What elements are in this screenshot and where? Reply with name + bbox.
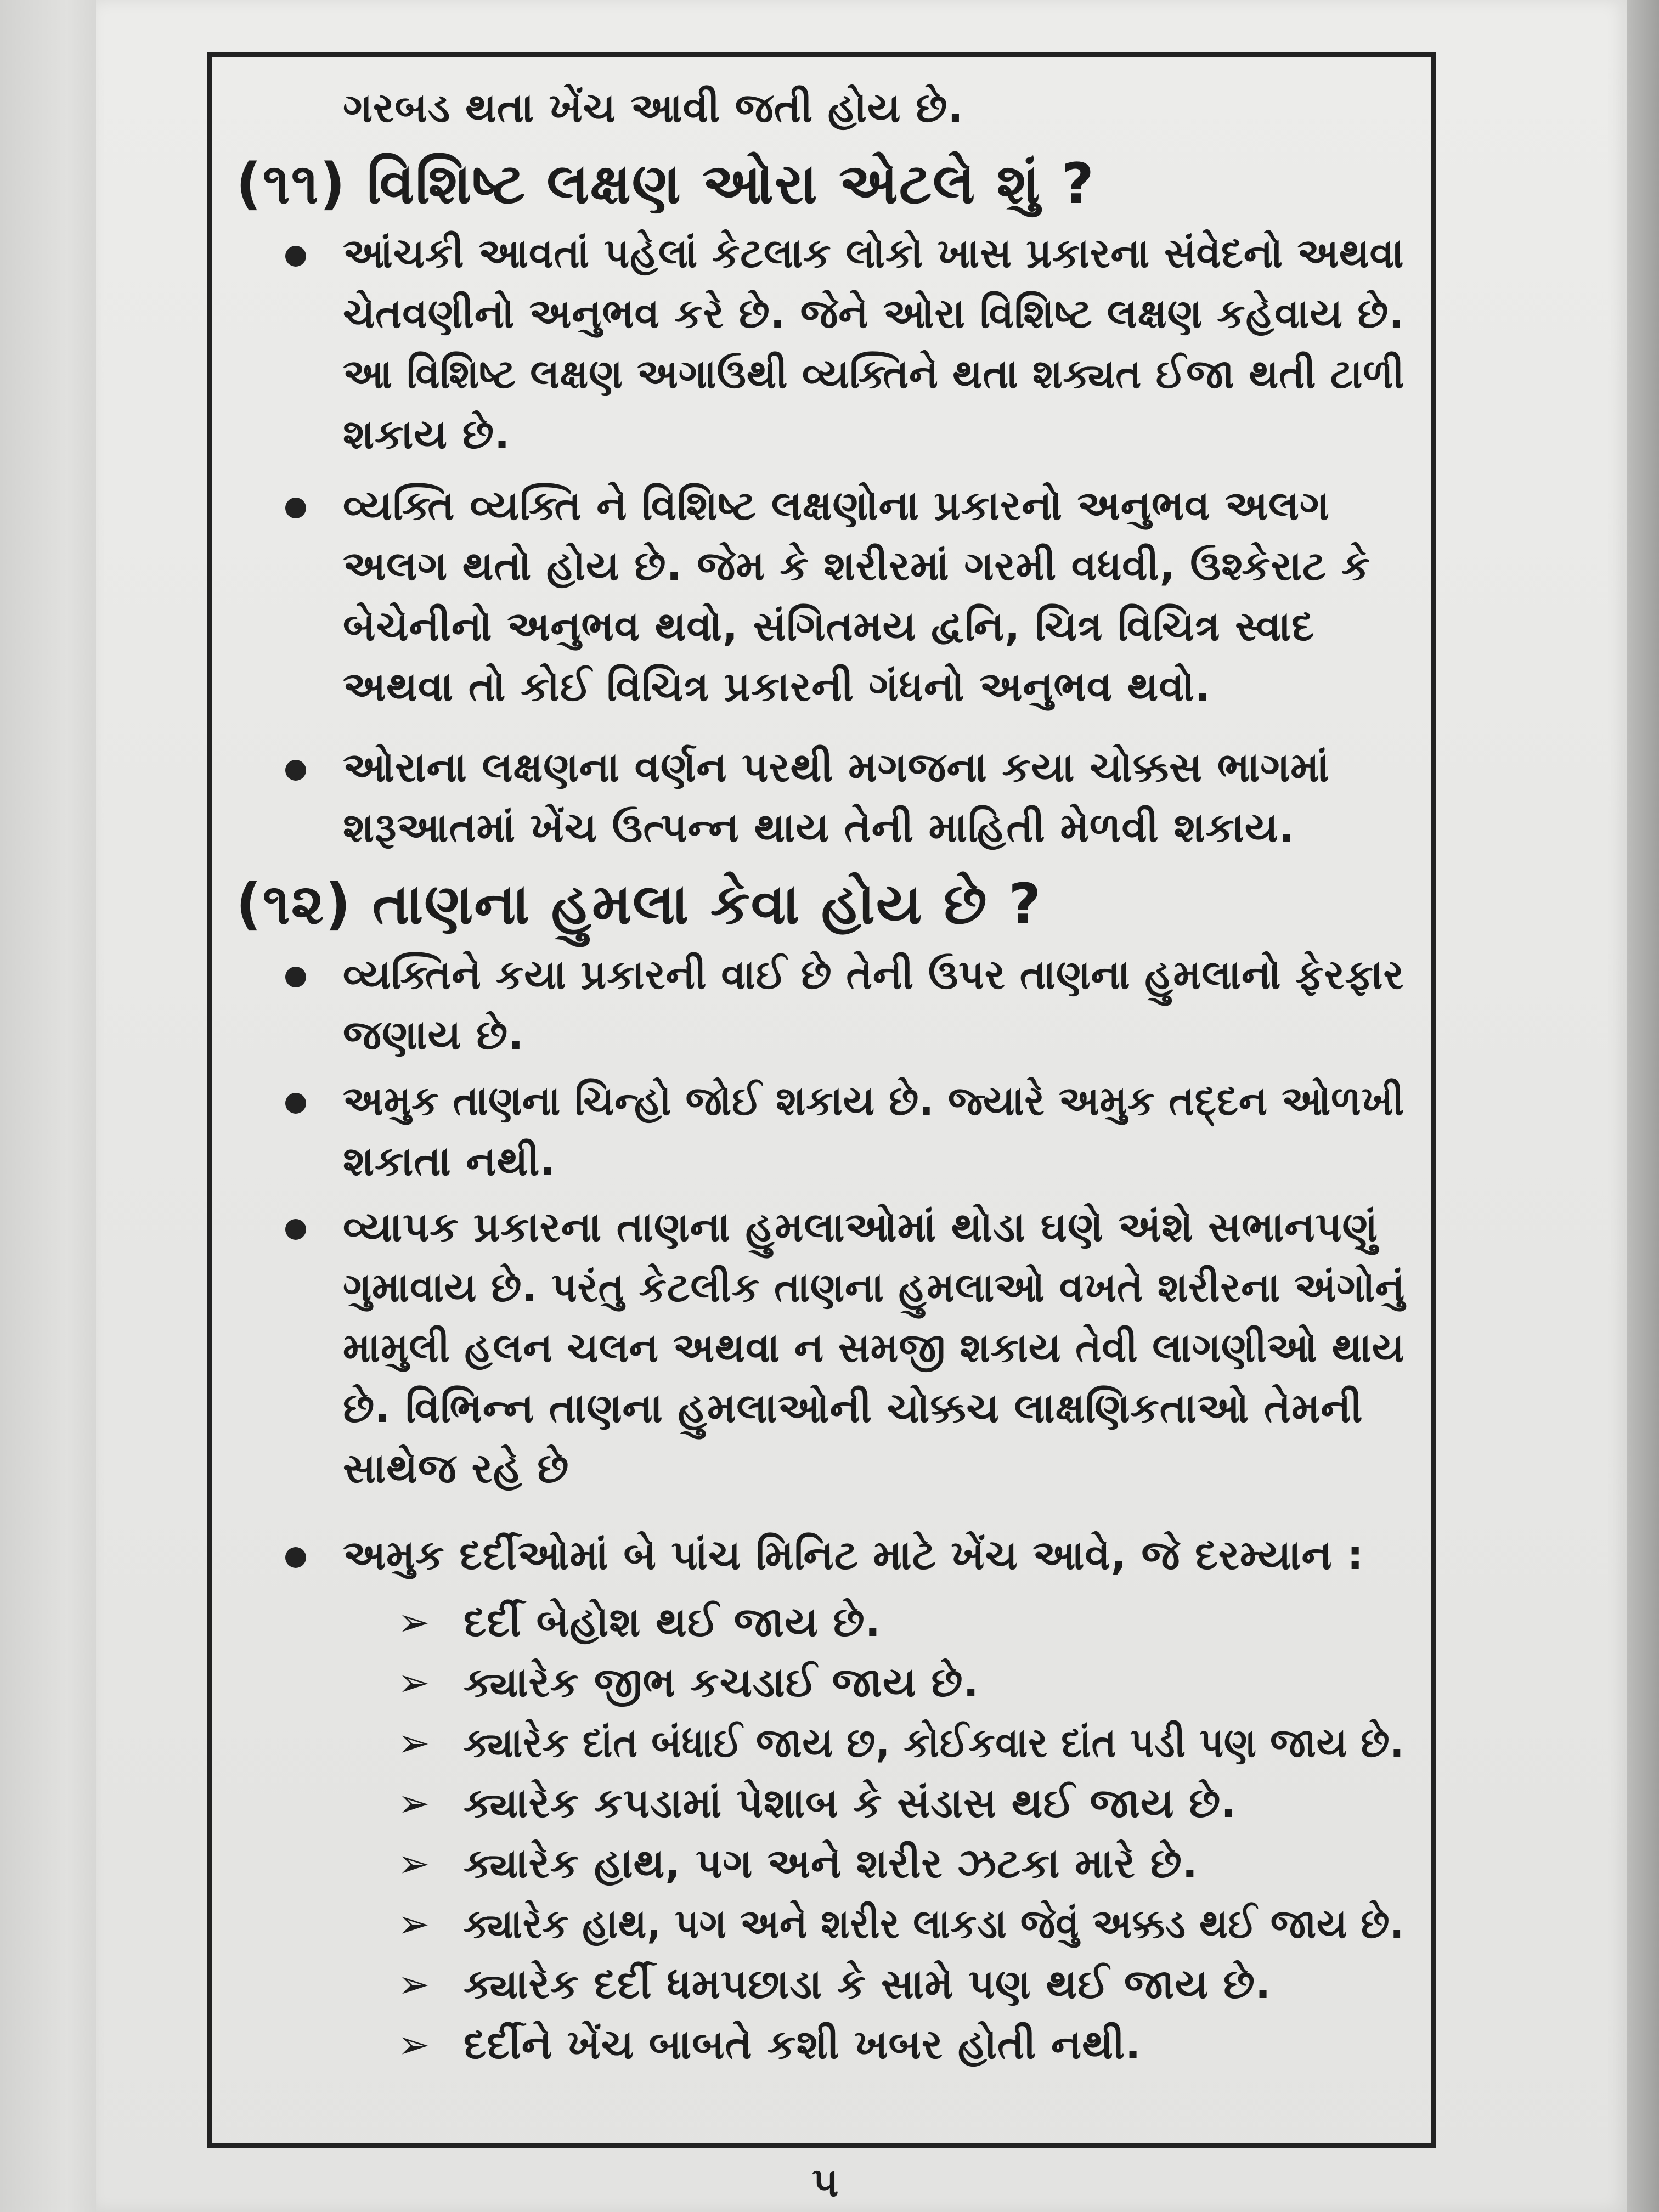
intro-line: ગરબડ થતા ખેંચ આવી જતી હોય છે. xyxy=(343,84,964,132)
arrow-bullet-icon: ➢ xyxy=(398,1841,430,1886)
bullet-marker xyxy=(285,498,306,518)
bullet-marker xyxy=(285,760,306,781)
s11-b2-line1: વ્યક્તિ વ્યક્તિ ને વિશિષ્ટ લક્ષણોના પ્રકારનો અનુભવ અલગ xyxy=(343,482,1330,529)
s12-b1-line2: જણાય છે. xyxy=(343,1012,524,1059)
sub-item-1: દર્દી બેહોશ થઈ જાય છે. xyxy=(464,1599,881,1646)
s11-b2-line3: બેચેનીનો અનુભવ થવો, સંગિતમય દ્વનિ, ચિત્ર વિચિત્ર સ્વાદ xyxy=(343,603,1315,650)
section-12-heading: (૧૨) તાણના હુમલા કેવા હોય છે ? xyxy=(236,872,1042,937)
bullet-marker xyxy=(285,967,306,988)
s11-b1-line2: ચેતવણીનો અનુભવ કરે છે. જેને ઓરા વિશિષ્ટ લક્ષણ કહેવાય છે. xyxy=(343,290,1405,337)
page-edge-shadow xyxy=(1627,0,1659,2212)
sub-item-7: ક્યારેક દર્દી ધમપછાડા કે સામે પણ થઈ જાય છે. xyxy=(464,1961,1272,2008)
section-11-heading: (૧૧) વિશિષ્ટ લક્ષણ ઓરા એટલે શું ? xyxy=(236,151,1096,217)
sub-item-5: ક્યારેક હાથ, પગ અને શરીર ઝટકા મારે છે. xyxy=(464,1840,1198,1887)
s12-b2-line2: શકાતા નથી. xyxy=(343,1138,556,1185)
s12-b3-line2: ગુમાવાય છે. પરંતુ કેટલીક તાણના હુમલાઓ વખતે શરીરના અંગોનું xyxy=(343,1264,1406,1311)
sub-item-8: દર્દીને ખેંચ બાબતે કશી ખબર હોતી નથી. xyxy=(464,2021,1142,2068)
s12-b2-line1: અમુક તાણના ચિન્હો જોઈ શકાય છે. જ્યારે અમુક તદ્દન ઓળખી xyxy=(343,1077,1405,1125)
arrow-bullet-icon: ➢ xyxy=(398,1600,430,1645)
page-number: ૫ xyxy=(812,2159,839,2206)
s11-b3-line2: શરૂઆતમાં ખેંચ ઉત્પન્ન થાય તેની માહિતી મેળવી શકાય. xyxy=(343,804,1295,851)
s12-b3-line4: છે. વિભિન્ન તાણના હુમલાઓની ચોક્કચ લાક્ષણિકતાઓ તેમની xyxy=(343,1385,1363,1432)
bullet-marker xyxy=(285,1547,306,1568)
left-page-strip xyxy=(0,0,96,2212)
s12-b4-line1: અમુક દર્દીઓમાં બે પાંચ મિનિટ માટે ખેંચ આવે, જે દરમ્યાન : xyxy=(343,1532,1364,1579)
arrow-bullet-icon: ➢ xyxy=(398,1781,430,1826)
bullet-marker xyxy=(285,1093,306,1114)
arrow-bullet-icon: ➢ xyxy=(398,1720,430,1765)
bullet-marker xyxy=(285,1219,306,1240)
sub-item-4: ક્યારેક કપડામાં પેશાબ કે સંડાસ થઈ જાય છે. xyxy=(464,1780,1237,1827)
s11-b1-line1: આંચકી આવતાં પહેલાં કેટલાક લોકો ખાસ પ્રકારના સંવેદનો અથવા xyxy=(343,230,1404,277)
s11-b2-line2: અલગ થતો હોય છે. જેમ કે શરીરમાં ગરમી વધવી, ઉશ્કેરાટ કે xyxy=(343,543,1371,590)
arrow-bullet-icon: ➢ xyxy=(398,1962,430,2007)
arrow-bullet-icon: ➢ xyxy=(398,1901,430,1946)
sub-item-3: ક્યારેક દાંત બંધાઈ જાય છ, કોઈકવાર દાંત પડી પણ જાય છે. xyxy=(464,1719,1405,1767)
s12-b3-line3: મામુલી હલન ચલન અથવા ન સમજી શકાય તેવી લાગણીઓ થાય xyxy=(343,1324,1405,1372)
arrow-bullet-icon: ➢ xyxy=(398,2022,430,2067)
s12-b1-line1: વ્યક્તિને કયા પ્રકારની વાઈ છે તેની ઉપર તાણના હુમલાનો ફેરફાર xyxy=(343,951,1404,998)
s11-b3-line1: ઓરાના લક્ષણના વર્ણન પરથી મગજના કયા ચોક્કસ ભાગમાં xyxy=(343,744,1330,791)
arrow-bullet-icon: ➢ xyxy=(398,1660,430,1705)
bullet-marker xyxy=(285,246,306,267)
s11-b2-line4: અથવા તો કોઈ વિચિત્ર પ્રકારની ગંધનો અનુભવ થવો. xyxy=(343,663,1211,710)
s11-b1-line4: શકાય છે. xyxy=(343,411,511,458)
sub-item-2: ક્યારેક જીભ કચડાઈ જાય છે. xyxy=(464,1659,979,1706)
sub-item-6: ક્યારેક હાથ, પગ અને શરીર લાકડા જેવું અક્કડ થઈ જાય છે. xyxy=(464,1900,1404,1948)
s11-b1-line3: આ વિશિષ્ટ લક્ષણ અગાઉથી વ્યક્તિને થતા શક્યત ઈજા થતી ટાળી xyxy=(343,351,1405,398)
s12-b3-line1: વ્યાપક પ્રકારના તાણના હુમલાઓમાં થોડા ઘણે અંશે સભાનપણું xyxy=(343,1204,1379,1251)
s12-b3-line5: સાથેજ રહે છે xyxy=(343,1445,569,1492)
